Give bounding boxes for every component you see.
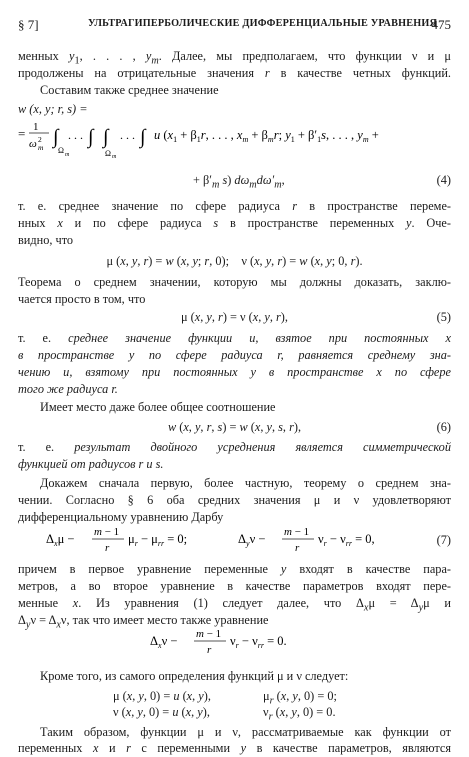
svg-text:m: m <box>65 152 70 158</box>
svg-text:∫: ∫ <box>53 126 59 148</box>
text-line: причем в первое уравнение переменные y входят в качестве пара- <box>18 562 452 576</box>
svg-text:νr − νrr = 0,: $\nu_r - \nu_{rr} = 0$, <box>318 532 375 548</box>
equation-lhs: w (x, y; r, s) = <box>18 102 88 116</box>
text-line: того же радиуса r. <box>18 382 118 396</box>
text-line: Докажем сначала первую, более частную, теорему о среднем зна- <box>40 476 451 490</box>
svg-text:μr − μrr = 0;: $\mu_r - \mu_{rr} = 0$; <box>128 532 188 548</box>
text-line: Таким образом, функции μ и ν, рассматриваемые как функции от <box>40 725 451 739</box>
text-line: продолжены на отрицательные значения r в качестве четных функций. <box>18 66 451 80</box>
section-reference: § 7] <box>18 17 39 32</box>
svg-text:. . .: . . . <box>120 128 135 142</box>
text-line: менных $y_1$, . . . , $y_m$. Далее, мы предполагаем, что функции ν и μ <box>18 49 452 67</box>
text-line: менные x. Из уравнения (1) следует далее, что $\Delta_x\mu = \Delta_y\mu$ и <box>18 596 451 614</box>
svg-text:. . .: . . . <box>68 128 83 142</box>
text-line: $\Delta_y\nu = \Delta_x\nu$, так что имеет место также уравнение <box>18 613 269 631</box>
equation-6: w (x, y, r, s) = w (x, y, s, r), (6) <box>167 420 451 434</box>
text-line: видно, что <box>18 233 74 247</box>
equation-number-5: (5) <box>436 310 451 324</box>
text-line: т. е. среднее значение функции u, взятое при постоянных x <box>18 331 451 345</box>
darboux-equations <box>18 524 451 556</box>
text-line: Теорема о среднем значении, которую мы должны доказать, заклю- <box>18 275 451 289</box>
text-line: чении. Согласно § 6 оба средних значения μ и ν удовлетворяют <box>18 493 451 507</box>
darboux-equation-nu <box>150 626 350 658</box>
svg-text:u (x1 + β1r, . . . , xm + βmr;: u ($x_1 + \beta_1r$, . . . , $x_m + \beta_mr$; $y_1 + \beta'_1s$, . . . , $y_m$ + <box>154 128 379 144</box>
text-line: переменных x и r с переменными y в качестве параметров, являются <box>18 741 452 755</box>
text-line: в пространстве y по сфере радиуса r, равняется среднему зна- <box>18 348 451 362</box>
svg-text:νr − νrr = 0.: $\nu_r - \nu_{rr} = 0$. <box>230 634 287 650</box>
svg-text:m − 1: m − 1 <box>94 526 120 538</box>
running-header <box>18 18 451 34</box>
equation-4-line-1 <box>18 116 454 158</box>
text-line: Имеет место даже более общее соотношение <box>40 400 276 414</box>
svg-text:r: r <box>295 542 300 554</box>
text-line: т. е. среднее значение по сфере радиуса r в пространстве переме- <box>18 199 451 213</box>
equation-5: μ (x, y, r) = ν (x, y, r), (5) <box>181 310 451 324</box>
text-line: т. е. результат двойного усреднения является симметрической <box>18 440 451 454</box>
equation-number-4: (4) <box>436 173 451 187</box>
svg-text:2: 2 <box>38 135 42 144</box>
equation-number-6: (6) <box>436 420 451 434</box>
svg-text:m − 1: m − 1 <box>284 526 310 538</box>
page-number: 475 <box>431 17 451 32</box>
text-line: чению u, взятому при постоянных y в пространстве x по сфере <box>18 365 451 379</box>
running-title: УЛЬТРАГИПЕРБОЛИЧЕСКИЕ ДИФФЕРЕНЦИАЛЬНЫЕ УРАВНЕНИЯ <box>88 18 438 29</box>
equation-7 <box>18 524 451 556</box>
text-line: Составим также среднее значение <box>40 83 219 97</box>
svg-text:∫: ∫ <box>88 126 94 148</box>
svg-text:r: r <box>105 542 110 554</box>
svg-text:Δyν −: $\Delta_y\nu$ − <box>238 532 266 548</box>
text-line: функцией от радиусов r и s. <box>18 457 164 471</box>
text-line: дифференциальному уравнению Дарбу <box>18 510 224 524</box>
svg-text:∫: ∫ <box>140 126 146 148</box>
svg-text:m: m <box>38 143 44 152</box>
svg-text:Ω: Ω <box>105 149 111 158</box>
text-line: метров, а во второе уравнение в качестве параметров входят пере- <box>18 579 451 593</box>
svg-text:Ω: Ω <box>58 146 64 155</box>
book-page: § 7] УЛЬТРАГИПЕРБОЛИЧЕСКИЕ ДИФФЕРЕНЦИАЛЬНЫЕ УРАВНЕНИЯ 475 менных $y_1$, . . . , $y_m$. Далее, мы предполагаем, что функции ν и μ продолжены на отрицательные значения r в качестве четных функций. Составим также среднее значение w (x, y; r, s) = = 1 ω 2 m ∫ Ω m . . . ∫ ∫ Ω m . . . ∫ u ($x_1 + \beta_1r$, . . . , $x_m + \beta_mr$; $y_1 + \beta'_1s$, . . . , $y_m$ + + $\beta'_m$ s) $d\omega_md\omega'_m$, (4) т. е. среднее значение по сфере радиуса r в пространстве переме- нных x и по сфере радиуса s в пространстве переменных y. Оче- видно, что μ (x, y, r) = w (x, y; r, 0); ν (x, y, r) = w (x, y; 0, r). Теорема о среднем значении, которую мы должны доказать, заклю- чается просто в том, что μ (x, y, r) = ν (x, y, r), (5) т. е. среднее значение функции u, взятое при постоянных x в пространстве y по сфере радиуса r, равняется среднему зна- чению u, взятому при постоянных y в пространстве x по сфере того же радиуса r. Имеет место даже более общее соотношение w (x, y, r, s) = w (x, y, s, r), (6) т. е. результат двойного усреднения является симметрической функцией от радиусов r и s. Докажем сначала первую, более частную, теорему о среднем зна- чении. Согласно § 6 оба средних значения μ и ν удовлетворяют дифференциальному уравнению Дарбу $\Delta_x\mu$ − m − 1 r $\mu_r - \mu_{rr} = 0$; $\Delta_y\nu$ − m − 1 r $\nu_r - \nu_{rr} = 0$, (7) причем в первое уравнение переменные y входят в качестве пара- метров, а во второе уравнение в качестве параметров входят пере- менные x. Из уравнения (1) следует далее, что $\Delta_x\mu = \Delta_y\mu$ и $\Delta_y\nu = \Delta_x\nu$, так что имеет место также уравнение $\Delta_x\nu$ − m − 1 r $\nu_r - \nu_{rr} = 0$. Кроме того, из самого определения функций μ и ν следует: μ (x, y, 0) = u (x, y), $\mu_r$ (x, y, 0) = 0; ν (x, y, 0) = u (x, y), $\nu_r$ (x, y, 0) = 0. Таким образом, функции μ и ν, рассматриваемые как функции от переменных x и r с переменными y в качестве параметров, являются <box>0 0 469 757</box>
equation-mu-nu-definition: μ (x, y, r) = w (x, y; r, 0); ν (x, y, r) = w (x, y; 0, r). <box>106 254 363 268</box>
text-line: чается просто в том, что <box>18 292 146 306</box>
text-line: Кроме того, из самого определения функций μ и ν следует: <box>40 669 349 683</box>
svg-text:m: m <box>112 154 117 158</box>
text-line: нных x и по сфере радиуса s в пространстве переменных y. Оче- <box>18 216 451 230</box>
equation-number-7: (7) <box>436 533 451 547</box>
svg-text:m − 1: m − 1 <box>196 628 222 640</box>
svg-text:Δxν −: $\Delta_x\nu$ − <box>150 634 178 650</box>
equation-nu-darboux <box>150 626 350 658</box>
svg-text:=: = <box>18 126 26 141</box>
svg-text:ω: ω <box>29 138 37 150</box>
svg-text:∫: ∫ <box>103 126 109 148</box>
svg-text:1: 1 <box>33 121 39 133</box>
svg-text:r: r <box>207 644 212 656</box>
svg-text:Δxμ −: $\Delta_x\mu$ − <box>46 532 75 548</box>
double-integral-formula <box>18 116 454 158</box>
